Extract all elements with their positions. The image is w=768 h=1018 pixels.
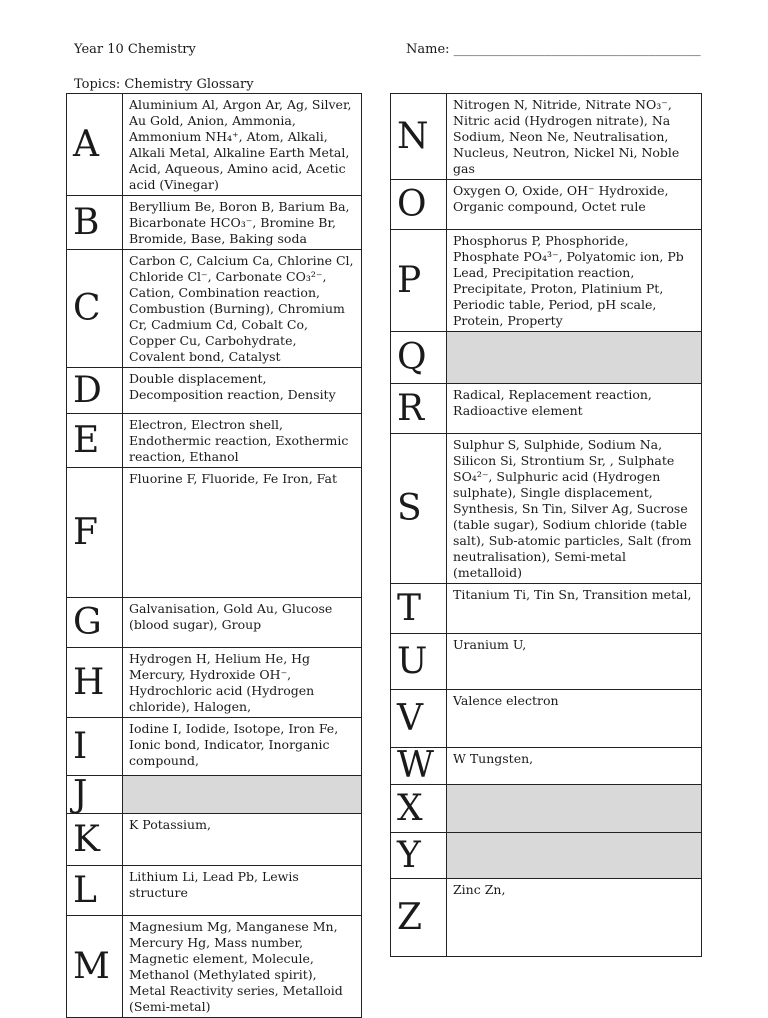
letter-label: M: [73, 945, 110, 987]
letter-cell: [391, 690, 447, 748]
glossary-row-k: [67, 814, 362, 866]
glossary-terms: [447, 332, 702, 384]
letter-cell: [67, 916, 123, 1018]
glossary-terms: Lithium Li, Lead Pb, Lewis structure: [123, 866, 362, 916]
topics-heading: Topics: Chemistry Glossary: [74, 77, 254, 92]
letter-cell: [391, 584, 447, 634]
glossary-row-x: [391, 785, 702, 833]
letter-label: G: [73, 601, 102, 643]
glossary-terms: Electron, Electron shell, Endothermic reaction, Exothermic reaction, Ethanol: [123, 414, 362, 468]
glossary-terms: Phosphorus P, Phosphoride, Phosphate PO₄³⁻, Polyatomic ion, Pb Lead, Precipitation reaction, Precipitate, Proton, Platinium Pt, Periodic table, Period, pH scale, Protein, Property: [447, 230, 702, 332]
glossary-terms: Valence electron: [447, 690, 702, 748]
letter-cell: [391, 634, 447, 690]
glossary-row-h: [67, 648, 362, 718]
letter-label: N: [397, 115, 429, 157]
letter-cell: [67, 648, 123, 718]
glossary-row-v: [391, 690, 702, 748]
letter-label: U: [397, 640, 428, 682]
glossary-terms: Magnesium Mg, Manganese Mn, Mercury Hg, Mass number, Magnetic element, Molecule, Methanol (Methylated spirit), Metal Reactivity series, Metalloid (Semi-metal): [123, 916, 362, 1018]
glossary-terms: Titanium Ti, Tin Sn, Transition metal,: [447, 584, 702, 634]
glossary-row-j: [67, 776, 362, 814]
letter-cell: [67, 814, 123, 866]
glossary-terms: Beryllium Be, Boron B, Barium Ba, Bicarbonate HCO₃⁻, Bromine Br, Bromide, Base, Baking soda: [123, 196, 362, 250]
letter-cell: [67, 468, 123, 598]
letter-label: K: [73, 818, 100, 860]
glossary-row-e: [67, 414, 362, 468]
glossary-terms: Double displacement, Decomposition reaction, Density: [123, 368, 362, 414]
letter-cell: [391, 332, 447, 384]
letter-cell: [391, 94, 447, 180]
glossary-row-w: [391, 748, 702, 785]
letter-label: E: [73, 419, 100, 461]
letter-label: T: [397, 587, 422, 629]
glossary-row-u: [391, 634, 702, 690]
glossary-row-p: [391, 230, 702, 332]
glossary-terms: Carbon C, Calcium Ca, Chlorine Cl, Chloride Cl⁻, Carbonate CO₃²⁻, Cation, Combination reaction, Combustion (Burning), Chromium Cr, Cadmium Cd, Cobalt Co, Copper Cu, Carbohydrate, Covalent bond, Catalyst: [123, 250, 362, 368]
course-title: Year 10 Chemistry: [74, 42, 196, 57]
glossary-row-d: [67, 368, 362, 414]
glossary-row-o: [391, 180, 702, 230]
glossary-terms: Zinc Zn,: [447, 879, 702, 957]
glossary-row-m: [67, 916, 362, 1018]
glossary-row-f: [67, 468, 362, 598]
glossary-terms: [447, 785, 702, 833]
letter-cell: [67, 368, 123, 414]
letter-label: P: [397, 259, 422, 301]
glossary-terms: Sulphur S, Sulphide, Sodium Na, Silicon Si, Strontium Sr, , Sulphate SO₄²⁻, Sulphuric acid (Hydrogen sulphate), Single displacement, Synthesis, Sn Tin, Silver Ag, Sucrose (table sugar), Sodium chloride (table salt), Sub-atomic particles, Salt (from neutralisation), Semi-metal (metalloid): [447, 434, 702, 584]
glossary-terms: K Potassium,: [123, 814, 362, 866]
letter-cell: [391, 384, 447, 434]
letter-cell: [391, 833, 447, 879]
letter-label: W: [397, 745, 435, 786]
letter-cell: [67, 250, 123, 368]
letter-cell: [67, 94, 123, 196]
letter-cell: [67, 414, 123, 468]
glossary-terms: Fluorine F, Fluoride, Fe Iron, Fat: [123, 468, 362, 598]
name-field-label: Name: ______________________________________: [406, 42, 701, 57]
letter-label: D: [73, 369, 102, 411]
letter-label: Y: [397, 834, 421, 876]
glossary-row-s: [391, 434, 702, 584]
letter-label: Q: [397, 336, 427, 378]
glossary-terms: Hydrogen H, Helium He, Hg Mercury, Hydroxide OH⁻, Hydrochloric acid (Hydrogen chloride), Halogen,: [123, 648, 362, 718]
glossary-row-a: [67, 94, 362, 196]
letter-cell: [67, 718, 123, 776]
letter-cell: [67, 196, 123, 250]
letter-cell: [391, 745, 447, 786]
glossary-terms: Iodine I, Iodide, Isotope, Iron Fe, Ionic bond, Indicator, Inorganic compound,: [123, 718, 362, 776]
glossary-row-q: [391, 332, 702, 384]
letter-cell: [67, 773, 123, 815]
letter-label: S: [397, 487, 422, 529]
glossary-terms: Galvanisation, Gold Au, Glucose (blood sugar), Group: [123, 598, 362, 648]
glossary-terms: Aluminium Al, Argon Ar, Ag, Silver, Au Gold, Anion, Ammonia, Ammonium NH₄⁺, Atom, Alkali, Alkali Metal, Alkaline Earth Metal, Acid, Aqueous, Amino acid, Acetic acid (Vinegar): [123, 94, 362, 196]
glossary-row-c: [67, 250, 362, 368]
letter-cell: [391, 230, 447, 332]
letter-cell: [391, 879, 447, 957]
glossary-row-l: [67, 866, 362, 916]
glossary-table-left: [66, 93, 362, 1018]
letter-label: Z: [397, 896, 423, 938]
glossary-terms: [447, 833, 702, 879]
letter-label: J: [73, 773, 88, 815]
letter-label: X: [397, 787, 423, 829]
letter-cell: [67, 866, 123, 916]
glossary-terms: Uranium U,: [447, 634, 702, 690]
glossary-terms: [123, 776, 362, 814]
letter-label: F: [73, 511, 98, 553]
letter-label: O: [397, 183, 427, 225]
letter-label: L: [73, 869, 97, 911]
letter-label: A: [73, 123, 99, 165]
letter-label: C: [73, 287, 101, 329]
glossary-terms: Nitrogen N, Nitride, Nitrate NO₃⁻, Nitric acid (Hydrogen nitrate), Na Sodium, Neon Ne, Neutralisation, Nucleus, Neutron, Nickel Ni, Noble gas: [447, 94, 702, 180]
glossary-row-b: [67, 196, 362, 250]
letter-label: B: [73, 201, 100, 243]
letter-cell: [391, 180, 447, 230]
letter-label: I: [73, 725, 88, 767]
glossary-row-i: [67, 718, 362, 776]
letter-label: V: [397, 697, 423, 739]
glossary-terms: Radical, Replacement reaction, Radioactive element: [447, 384, 702, 434]
glossary-table-right: [390, 93, 702, 957]
letter-label: H: [73, 661, 105, 703]
letter-cell: [67, 598, 123, 648]
glossary-terms: Oxygen O, Oxide, OH⁻ Hydroxide, Organic compound, Octet rule: [447, 180, 702, 230]
glossary-row-n: [391, 94, 702, 180]
glossary-terms: W Tungsten,: [447, 748, 702, 785]
glossary-row-r: [391, 384, 702, 434]
glossary-row-y: [391, 833, 702, 879]
glossary-row-g: [67, 598, 362, 648]
letter-cell: [391, 434, 447, 584]
glossary-row-t: [391, 584, 702, 634]
letter-label: R: [397, 387, 425, 429]
glossary-row-z: [391, 879, 702, 957]
letter-cell: [391, 785, 447, 833]
